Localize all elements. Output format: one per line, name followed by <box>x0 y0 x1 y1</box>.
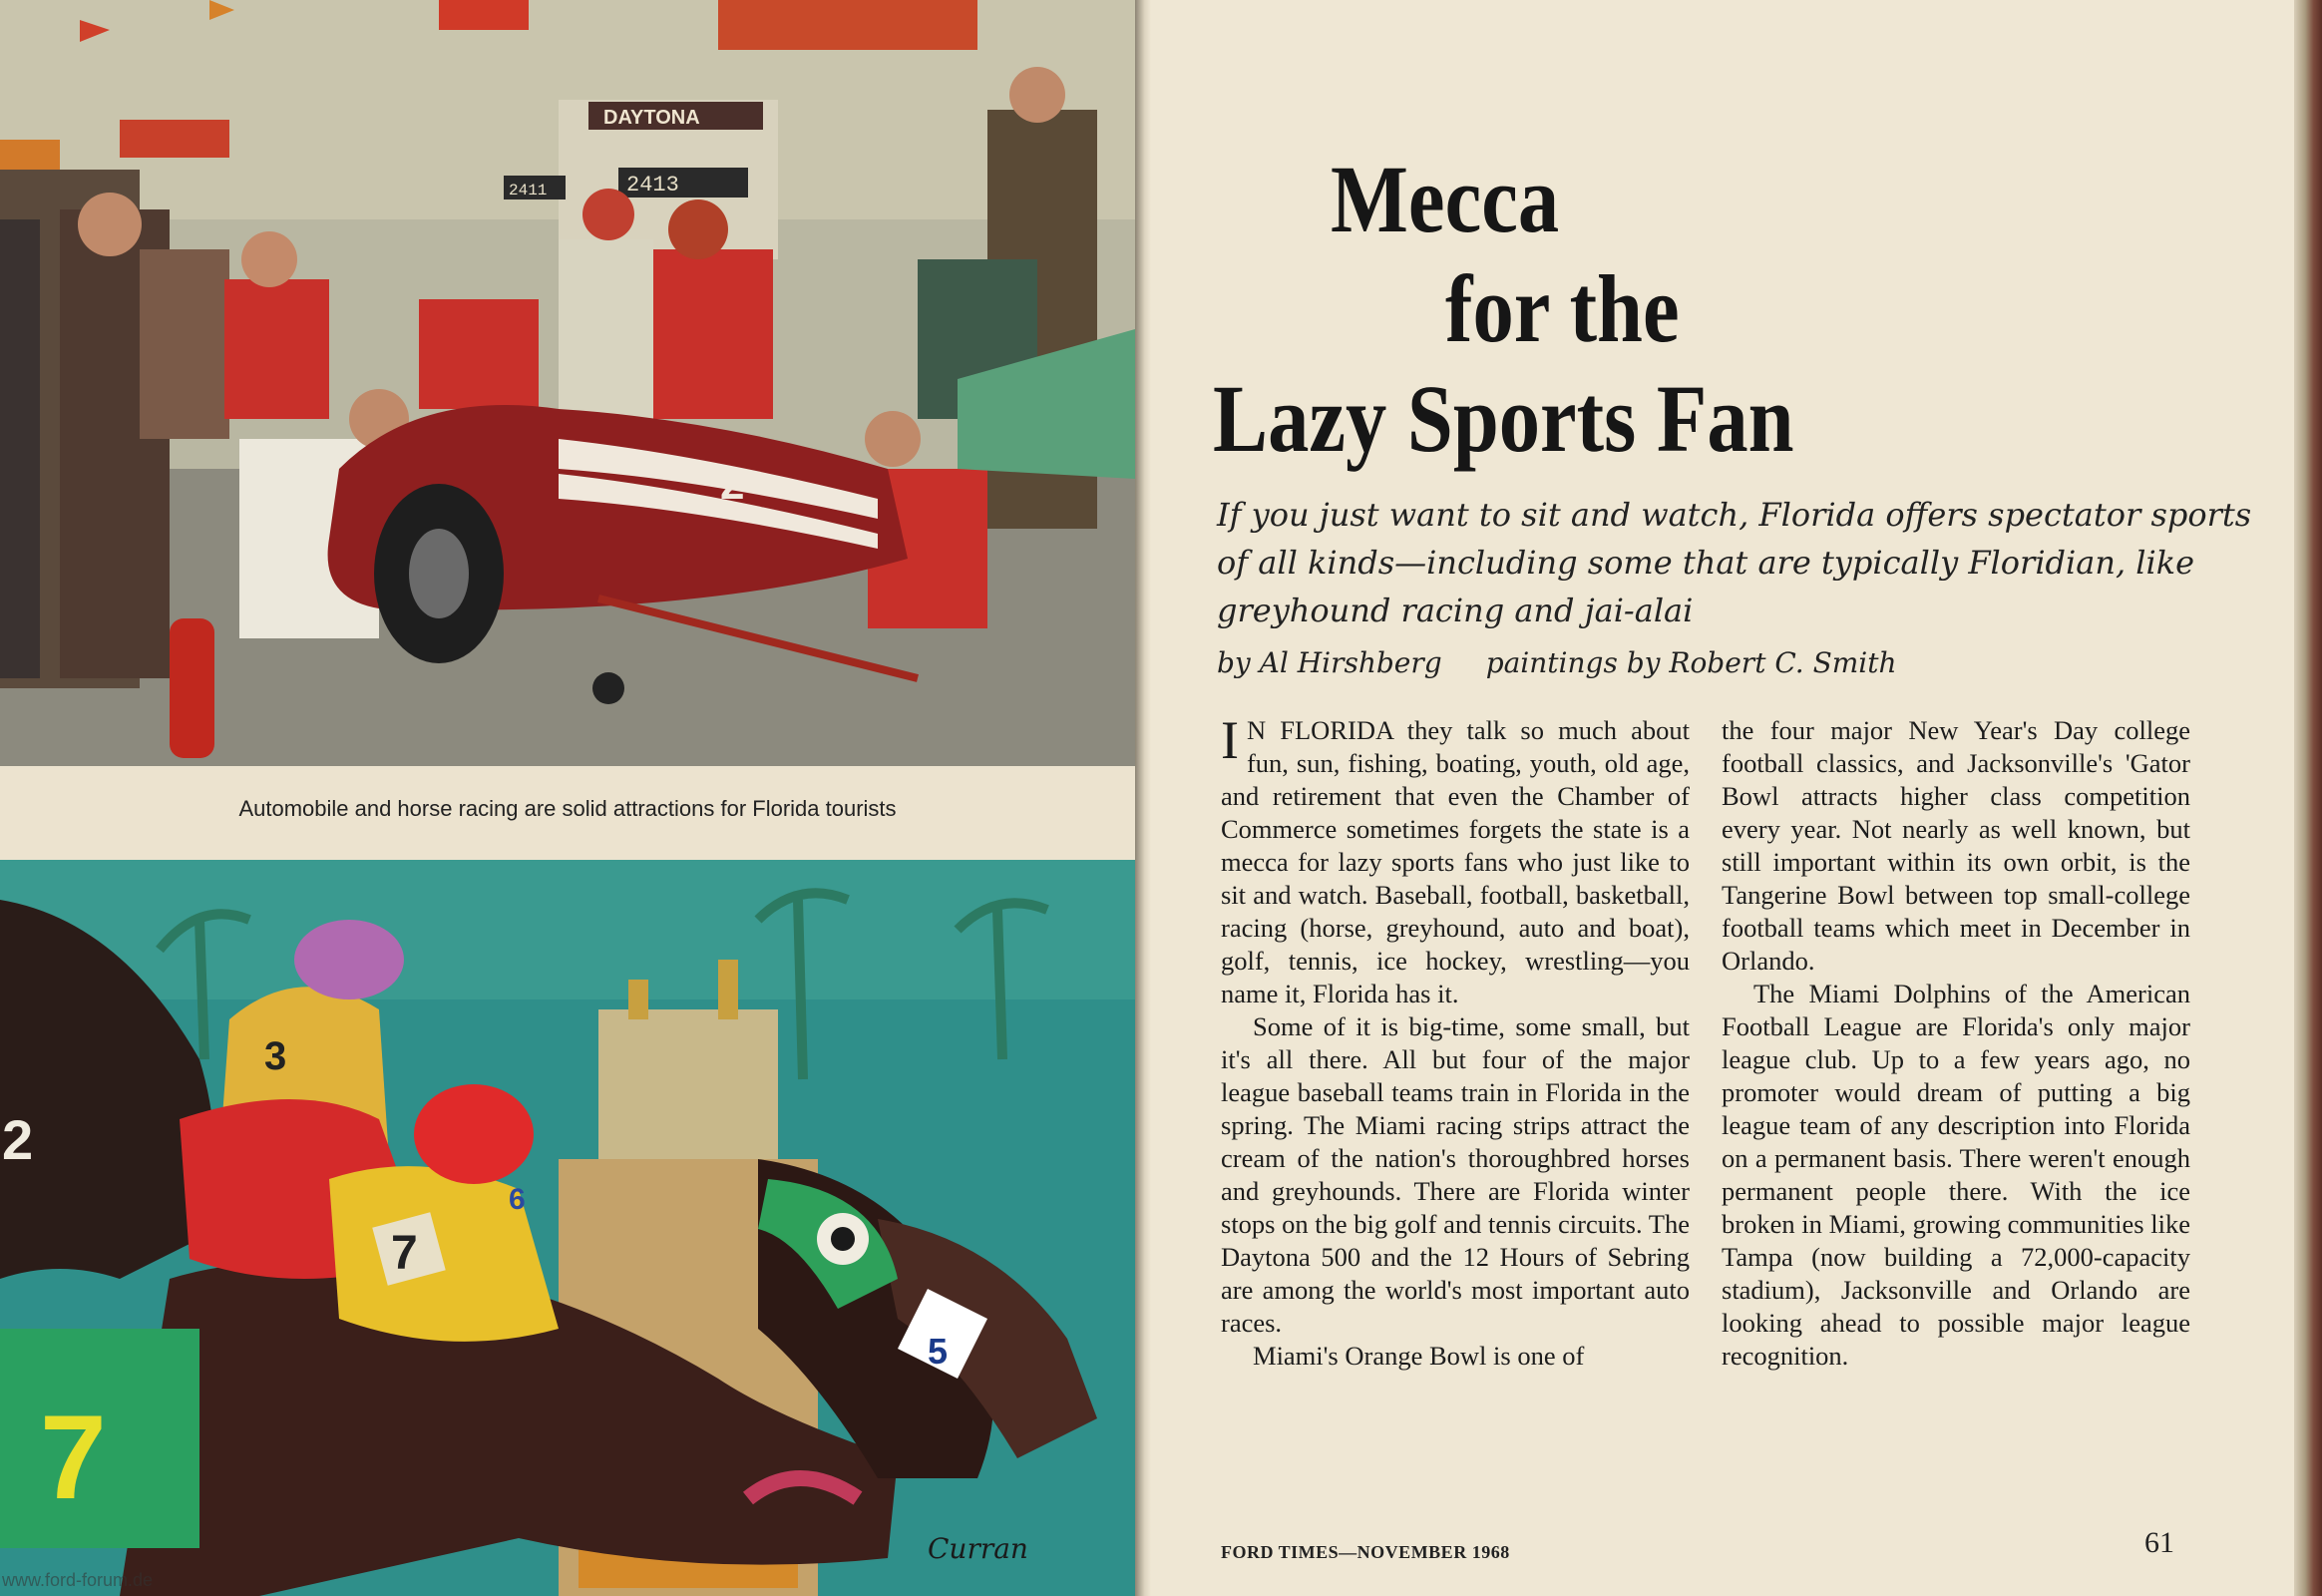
title-line-2: for the <box>1445 255 1680 362</box>
horse-racing-painting <box>0 860 1135 1596</box>
saddle-number-7: 7 <box>391 1227 418 1280</box>
site-watermark: www.ford-forum.de <box>2 1570 154 1590</box>
article-column-1 <box>1221 710 1690 1373</box>
title-line-1: Mecca <box>1331 146 1560 252</box>
page-number: 61 <box>2144 1526 2174 1559</box>
title-line-3: Lazy Sports Fan <box>1213 365 1794 472</box>
saddle-number-6: 6 <box>509 1183 526 1216</box>
drop-cap: I <box>1221 710 1239 770</box>
bridle-number-5: 5 <box>928 1331 949 1372</box>
car-number: 2 <box>720 460 745 509</box>
paragraph: the four major New Year's Day college football classics, and Jacksonville's 'Gator Bowl attracts higher class competition every year. Not nearly as well known, but still important within its own orbit, is the Tangerine Bowl between top small-college football teams which meet in December in Orlando. <box>1722 715 2190 976</box>
small-board-number: 2411 <box>509 182 548 200</box>
author-credit: by Al Hirshberg <box>1217 646 1442 679</box>
page-edge <box>2294 0 2322 1596</box>
illustrator-credit: paintings by Robert C. Smith <box>1485 646 1897 679</box>
daytona-sign: DAYTONA <box>603 107 700 129</box>
left-page <box>0 0 1135 1596</box>
paragraph: The Miami Dolphins of the American Football League are Florida's only major league club. Up to a few years ago, no promoter would dream of putting a big league team of any description into Florida on a permanent basis. There weren't enough permanent people there. With the ice broken in Miami, growing communities like Tampa (now building a 72,000-capacity stadium), Jacksonville and Orlando are looking ahead to possible major league recognition. <box>1722 979 2190 1371</box>
paragraph: I N FLORIDA they talk so much about fun, sun, fishing, boating, youth, old age, and retirement that even the Chamber of Commerce sometimes forgets the state is a mecca for lazy sports fans who just like to sit and watch. Baseball, football, basketball, racing (horse, greyhound, auto and boat), golf, tennis, ice hockey, wrestling—you name it, Florida has it. <box>1221 710 1690 1008</box>
saddle-number-2: 2 <box>2 1108 34 1171</box>
page-gutter <box>1135 0 1151 1596</box>
publication-footer: FORD TIMES—NOVEMBER 1968 <box>1221 1542 1510 1562</box>
cloth-number-7: 7 <box>40 1391 107 1524</box>
auto-racing-painting <box>0 0 1135 766</box>
right-page <box>1151 0 2294 1596</box>
illustration-caption: Automobile and horse racing are solid attractions for Florida tourists <box>238 796 897 821</box>
byline <box>1217 646 1897 679</box>
paragraph: Some of it is big-time, some small, but it's all there. All but four of the major league baseball teams train in Florida in the spring. The Miami racing strips attract the cream of the nation's thoroughbred horses and greyhounds. There are Florida winter stops on the big golf and tennis circuits. The Daytona 500 and the 12 Hours of Sebring are among the world's most important auto races. <box>1221 1011 1690 1338</box>
article-subtitle: If you just want to sit and watch, Florida offers spectator sports of all kinds—including some that are typically Floridian, like greyhound racing and jai-alai <box>1217 496 2252 629</box>
paragraph: Miami's Orange Bowl is one of <box>1253 1341 1585 1371</box>
scoreboard-number: 2413 <box>626 173 679 198</box>
article-column-2 <box>1722 714 2190 1373</box>
artist-signature: Curran <box>928 1532 1028 1565</box>
saddle-number-3: 3 <box>264 1034 287 1078</box>
